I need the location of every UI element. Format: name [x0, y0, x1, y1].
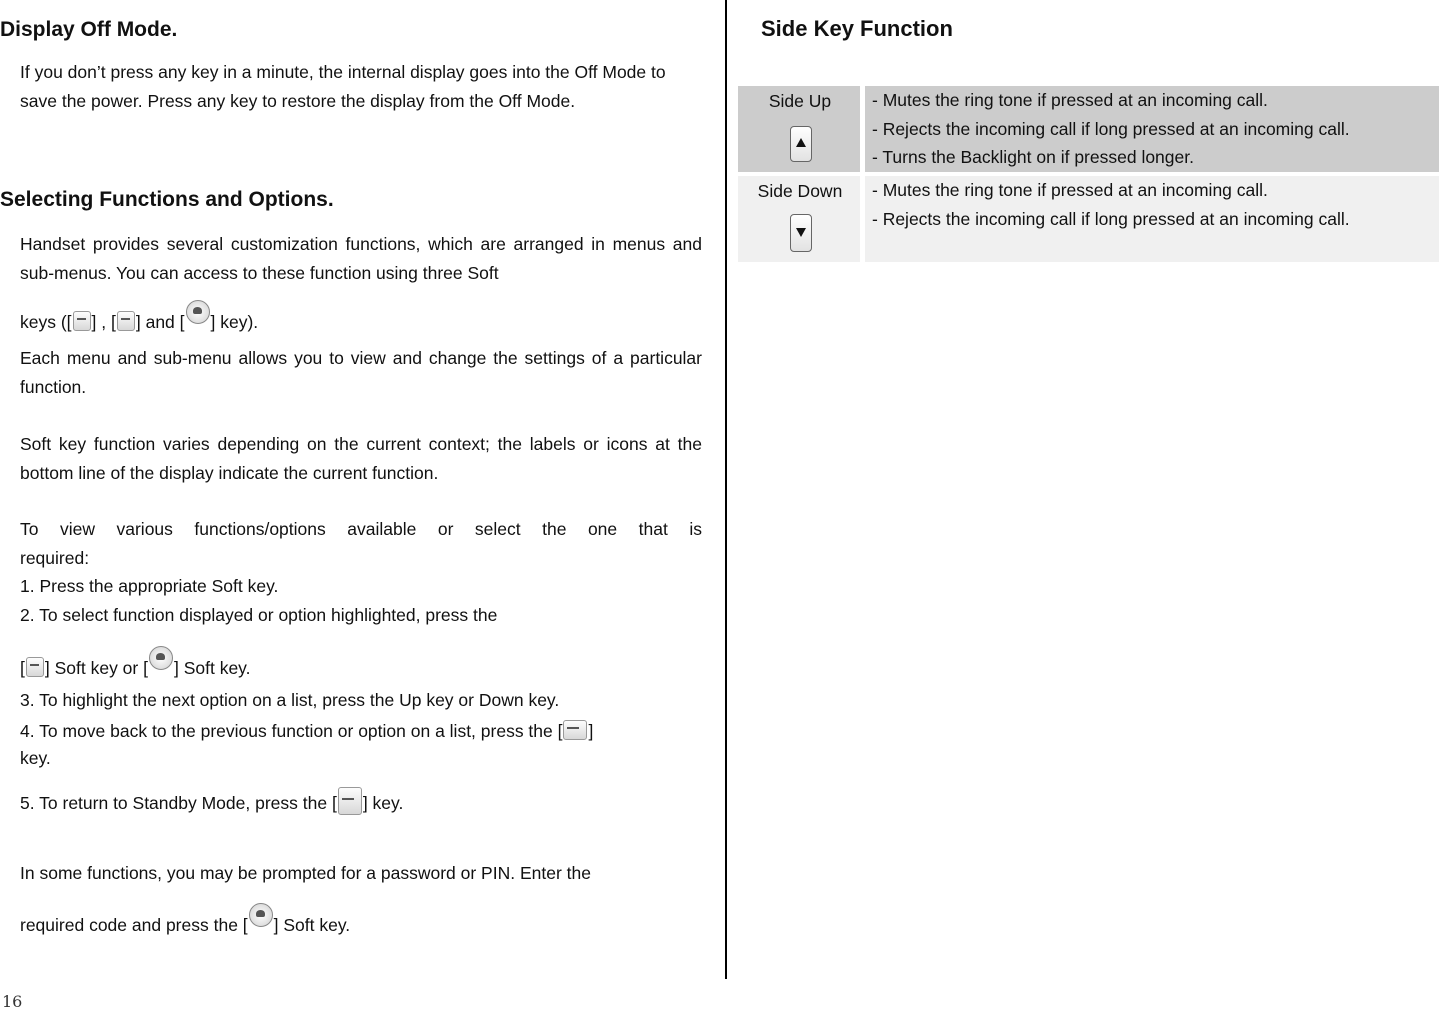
- page-number: 16: [2, 992, 23, 1011]
- display-off-title: Display Off Mode.: [0, 18, 178, 41]
- pin-paragraph: In some functions, you may be prompted for a password or PIN. Enter the: [20, 863, 591, 883]
- step-5: 5. To return to Standby Mode, press the [ ] key.: [20, 787, 403, 815]
- soft-keys-line: keys ([ ] , [ ] and [ ] key).: [20, 300, 258, 333]
- selecting-paragraph-3: Soft key function varies depending on the current context; the labels or icons at the bottom line of the display indicate the current function.: [20, 434, 702, 483]
- side-down-function-2: - Rejects the incoming call if long pressed at an incoming call.: [872, 209, 1350, 229]
- display-off-body: If you don’t press any key in a minute, the internal display goes into the Off Mode to save the power. Press any key to restore the display from the Off Mode.: [20, 62, 666, 111]
- end-key-icon: [338, 787, 362, 815]
- side-up-function-3: - Turns the Backlight on if pressed longer.: [872, 147, 1194, 167]
- side-down-function-cell: [865, 176, 1439, 262]
- left-soft-key-icon: [73, 311, 91, 331]
- ok-key-icon: [186, 300, 210, 324]
- side-up-function-cell: [865, 86, 1439, 172]
- selecting-title: Selecting Functions and Options.: [0, 188, 334, 211]
- selecting-paragraph-1: Handset provides several customization functions, which are arranged in menus and sub-menus. You can access to these function using three Soft: [20, 234, 702, 283]
- side-up-label: Side Up: [768, 91, 832, 111]
- selecting-paragraph-2: Each menu and sub-menu allows you to view and change the settings of a particular function.: [20, 348, 702, 397]
- clear-key-icon: [563, 720, 587, 740]
- side-up-function-2: - Rejects the incoming call if long pressed at an incoming call.: [872, 119, 1350, 139]
- side-down-key-cell: [738, 176, 860, 262]
- pin-paragraph-continued: required code and press the [ ] Soft key.: [20, 903, 350, 936]
- column-divider: [725, 0, 727, 979]
- step-4-continued: key.: [20, 748, 51, 768]
- selecting-paragraph-4: To view various functions/options available or select the one that is required:: [20, 519, 702, 568]
- step-4: 4. To move back to the previous function or option on a list, press the [ ]: [20, 721, 594, 741]
- step-2: 2. To select function displayed or option highlighted, press the: [20, 605, 498, 625]
- ok-key-icon: [149, 646, 173, 670]
- side-key-title: Side Key Function: [761, 16, 953, 41]
- left-soft-key-icon: [26, 657, 44, 677]
- ok-key-icon: [249, 903, 273, 927]
- side-down-label: Side Down: [757, 181, 843, 201]
- side-down-function-1: - Mutes the ring tone if pressed at an incoming call.: [872, 180, 1268, 200]
- step-3: 3. To highlight the next option on a list, press the Up key or Down key.: [20, 690, 560, 710]
- step-1: 1. Press the appropriate Soft key.: [20, 576, 279, 596]
- up-arrow-key-icon: [790, 126, 812, 162]
- side-up-function-1: - Mutes the ring tone if pressed at an incoming call.: [872, 90, 1268, 110]
- right-soft-key-icon: [117, 311, 135, 331]
- down-arrow-key-icon: [790, 214, 812, 252]
- step-2-continued: [ ] Soft key or [ ] Soft key.: [20, 646, 251, 679]
- side-up-key-cell: [738, 86, 860, 172]
